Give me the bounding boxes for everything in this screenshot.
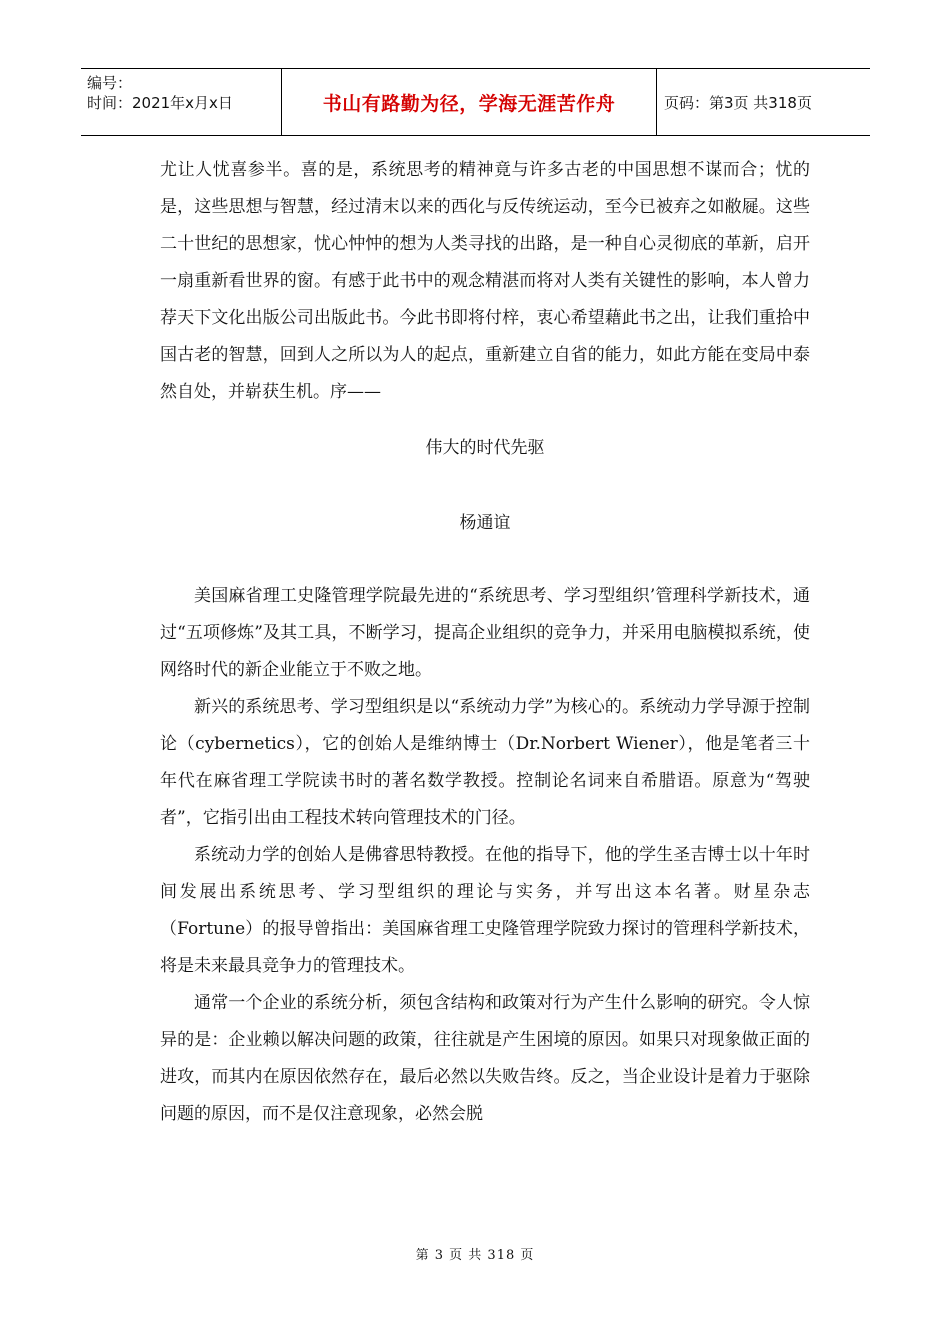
document-body: [160, 152, 810, 1133]
body-paragraph: 美国麻省理工史隆管理学院最先进的“系统思考、学习型组织’管理科学新技术，通过“五项修炼”及其工具，不断学习，提高企业组织的竞争力，并采用电脑模拟系统，使网络时代的新企业能立于不败之地。: [160, 586, 810, 680]
header-motto: 书山有路勤为径，学海无涯苦作舟: [282, 69, 657, 135]
page-footer: 第 3 页 共 318 页: [415, 1248, 535, 1263]
header-page-number: 页码：第3页 共318页: [664, 93, 812, 112]
body-paragraph: 系统动力学的创始人是佛睿思特教授。在他的指导下，他的学生圣吉博士以十年时间发展出系统思考、学习型组织的理论与实务，并写出这本名著。财星杂志（Fortune）的报导曾指出：美国麻省理工史隆管理学院致力探讨的管理科学新技术，将是未来最具竞争力的管理技术。: [160, 845, 810, 976]
body-paragraph: 通常一个企业的系统分析，须包含结构和政策对行为产生什么影响的研究。令人惊异的是：企业赖以解决问题的政策，往往就是产生困境的原因。如果只对现象做正面的进攻，而其内在原因依然存在，最后必然以失败告终。反之，当企业设计是着力于驱除问题的原因，而不是仅注意现象，必然会脱: [160, 993, 810, 1124]
header-meta: [81, 69, 282, 135]
body-paragraph: 新兴的系统思考、学习型组织是以“系统动力学”为核心的。系统动力学导源于控制论（cybernetics），它的创始人是维纳博士（Dr.Norbert Wiener），他是笔者三十年代在麻省理工学院读书时的著名数学教授。控制论名词来自希腊语。原意为“驾驶者”，它指引出由工程技术转向管理技术的门径。: [160, 697, 810, 828]
header-number: 编号：: [87, 74, 133, 92]
author-name: 杨通谊: [459, 513, 511, 533]
section-title: 伟大的时代先驱: [425, 438, 545, 458]
intro-paragraph: 尤让人忧喜参半。喜的是，系统思考的精神竟与许多古老的中国思想不谋而合；忧的是，这些思想与智慧，经过清末以来的西化与反传统运动，至今已被弃之如敝屣。这些二十世纪的思想家，忧心忡忡的想为人类寻找的出路，是一种自心灵彻底的革新，启开一扇重新看世界的窗。有感于此书中的观念精湛而将对人类有关键性的影响，本人曾力荐天下文化出版公司出版此书。今此书即将付梓，衷心希望藉此书之出，让我们重拾中国古老的智慧，回到人之所以为人的起点，重新建立自省的能力，如此方能在变局中泰然自处，并崭获生机。序——: [160, 160, 810, 402]
header-date: 时间：2021年x月x日: [87, 94, 233, 112]
page-header: [81, 68, 870, 136]
